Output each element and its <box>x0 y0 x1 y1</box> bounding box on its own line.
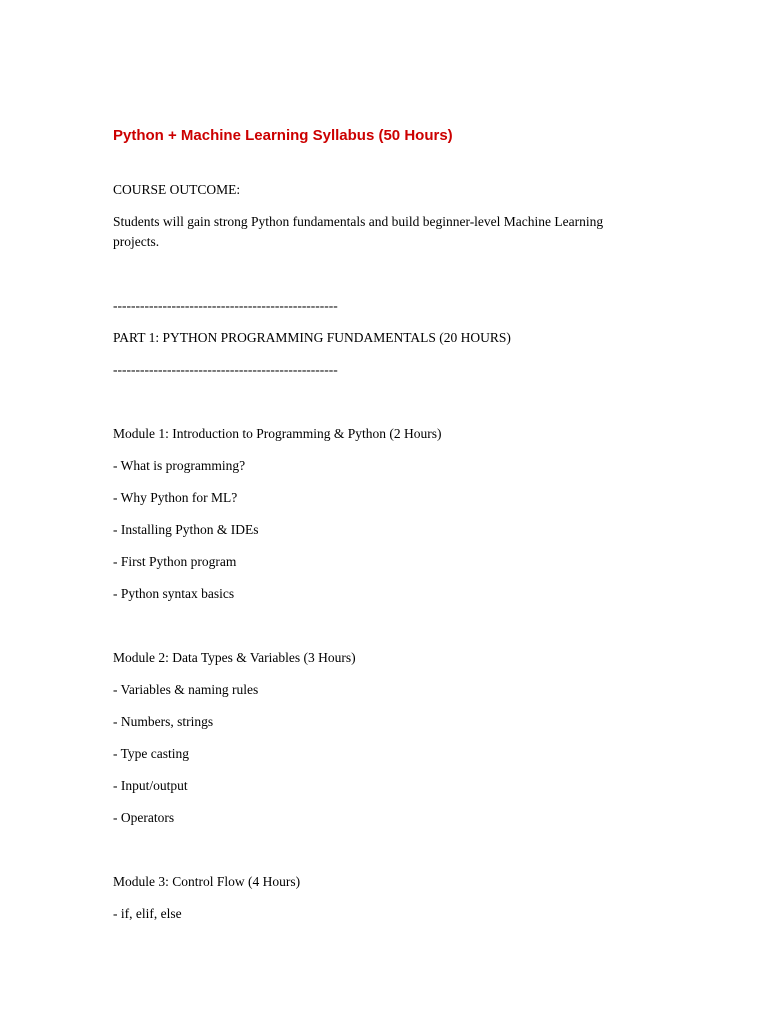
list-item: - if, elif, else <box>113 906 182 921</box>
course-outcome-text: Students will gain strong Python fundamentals and build beginner-level Machine Learning projects. <box>113 214 604 249</box>
list-item: - Python syntax basics <box>113 586 235 601</box>
divider-bottom: -------------------------------------------------- <box>113 362 338 377</box>
list-item: - What is programming? <box>113 458 246 473</box>
list-item: - Type casting <box>113 746 190 761</box>
document-title: Python + Machine Learning Syllabus (50 Hours) <box>113 127 453 144</box>
list-item: - Installing Python & IDEs <box>113 522 259 537</box>
list-item: - First Python program <box>113 554 237 569</box>
list-item: - Variables & naming rules <box>113 682 259 697</box>
part-1-heading: PART 1: PYTHON PROGRAMMING FUNDAMENTALS (20 HOURS) <box>113 330 511 345</box>
module-heading: Module 3: Control Flow (4 Hours) <box>113 874 301 889</box>
list-item: - Operators <box>113 810 175 825</box>
module-heading: Module 1: Introduction to Programming & Python (2 Hours) <box>113 426 442 441</box>
list-item: - Why Python for ML? <box>113 490 238 505</box>
divider-top: -------------------------------------------------- <box>113 298 338 313</box>
course-outcome-heading: COURSE OUTCOME: <box>113 182 241 197</box>
module-heading: Module 2: Data Types & Variables (3 Hours) <box>113 650 356 665</box>
list-item: - Numbers, strings <box>113 714 214 729</box>
list-item: - Input/output <box>113 778 188 793</box>
